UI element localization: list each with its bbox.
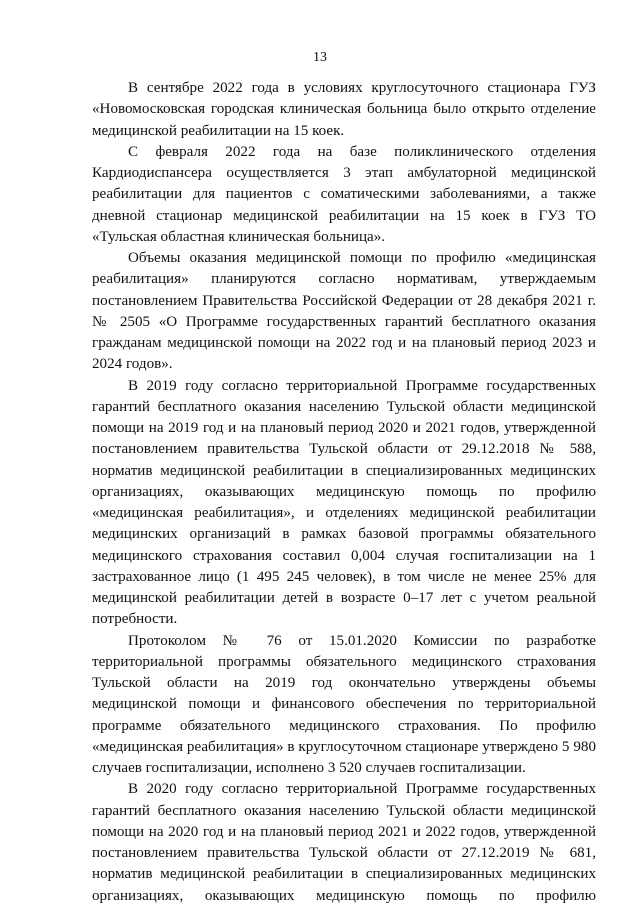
paragraph-rehab-department-opening: В сентябре 2022 года в условиях круглосуточного стационара ГУЗ «Новомосковская городская клиническая больница было открыто отделение медицинской реабилитации на 15 коек.: [92, 80, 596, 139]
paragraph-2019-program: В 2019 году согласно территориальной Программе государственных гарантий бесплатного оказания населению Тульской области медицинской помощи на 2019 год и на плановый период 2020 и 2021 годов, утвержденной постановлением правительства Тульской области от 29.12.2018 № 588, норматив медицинской реабилитации в специализированных медицинских организациях, оказывающих медицинскую помощь по профилю «медицинская реабилитация», и отделениях медицинской реабилитации медицинских организаций в рамках базовой программы обязательного медицинского страхования составил 0,004 случая госпитализации на 1 застрахованное лицо (1 495 245 человек), в том числе не менее 25% для медицинской реабилитации детей в возрасте 0–17 лет с учетом реальной потребности.: [92, 377, 596, 628]
page-number: 13: [313, 50, 327, 65]
paragraph-protocol-76: Протоколом № 76 от 15.01.2020 Комиссии по разработке территориальной программы обязательного медицинского страхования Тульской области на 2019 год окончательно утверждены объемы медицинской помощи и финансового обеспечения по территориальной программе обязательного медицинского страхования. По профилю «медицинская реабилитация» в круглосуточном стационаре утверждено 5 980 случаев госпитализации, исполнено 3 520 случаев госпитализации.: [92, 632, 596, 776]
paragraph-cardio-dispensary-rehab: С февраля 2022 года на базе поликлинического отделения Кардиодиспансера осуществляется 3 этап амбулаторной медицинской реабилитации для пациентов с соматическими заболеваниями, а также дневной стационар медицинской реабилитации на 15 коек в ГУЗ ТО «Тульская областная клиническая больница».: [92, 143, 596, 245]
paragraph-volumes-planning: Объемы оказания медицинской помощи по профилю «медицинская реабилитация» планируются согласно нормативам, утверждаемым постановлением Правительства Российской Федерации от 28 декабря 2021 г. № 2505 «О Программе государственных гарантий бесплатного оказания гражданам медицинской помощи на 2022 год и на плановый период 2023 и 2024 годов».: [92, 250, 596, 373]
paragraph-2020-program: В 2020 году согласно территориальной Программе государственных гарантий бесплатного оказания населению Тульской области медицинской помощи на 2020 год и на плановый период 2021 и 2022 годов, утвержденной постановлением правительства Тульской области от 27.12.2019 № 681, норматив медицинской реабилитации в специализированных медицинских организациях, оказывающих медицинскую помощь по профилю: [92, 781, 596, 904]
document-body: [92, 78, 596, 907]
